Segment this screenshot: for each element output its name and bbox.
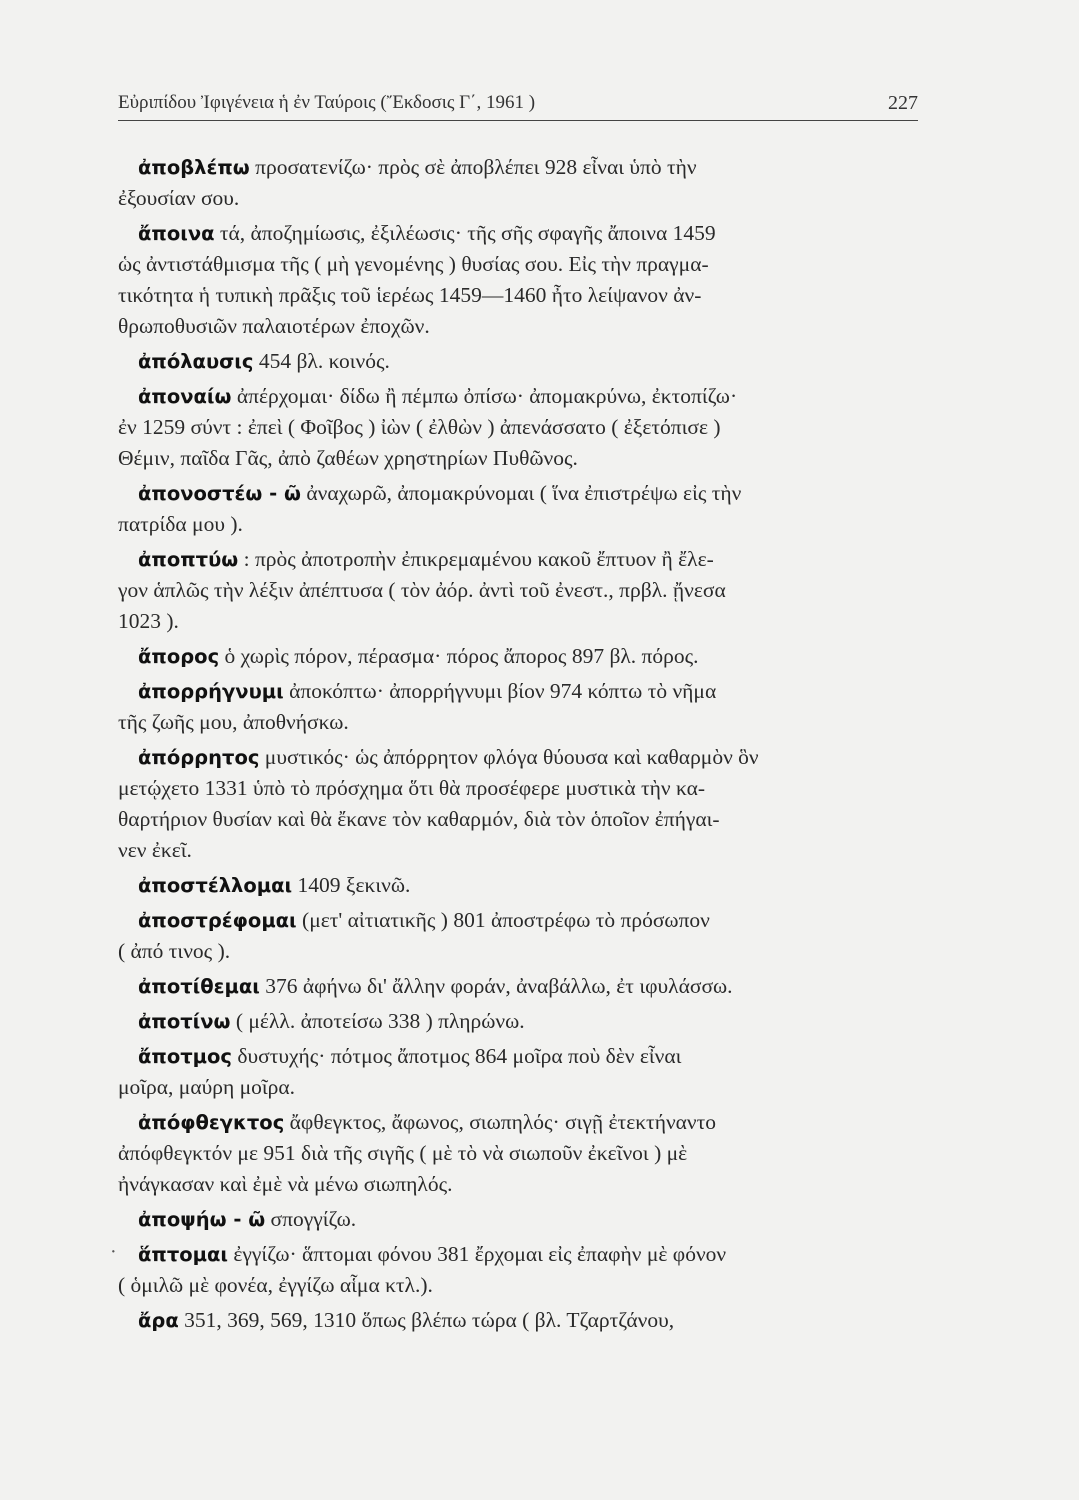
definition-text: ἐν 1259 σύντ : ἐπεὶ ( Φοῖβος ) ἰὼν ( ἐλθὼν ) ἀπενάσσατο ( ἐξετόπισε ) — [118, 415, 721, 439]
definition-text: γον ἁπλῶς τὴν λέξιν ἀπέπτυσα ( τὸν ἀόρ. ἀντὶ τοῦ ἐνεστ., πρβλ. ᾔνεσα — [118, 578, 726, 602]
entry-line — [138, 478, 918, 509]
entry-line — [118, 835, 918, 866]
entry-line — [118, 1072, 918, 1103]
definition-text: ἠνάγκασαν καὶ ἐμὲ νὰ μένω σιωπηλός. — [118, 1172, 453, 1196]
headword: ἀπόφθεγκτος — [138, 1111, 285, 1134]
definition-text: (μετ' αἰτιατικῆς ) 801 ἀποστρέφω τὸ πρόσωπον — [296, 908, 710, 932]
entry-line — [138, 544, 918, 575]
entry-line — [138, 870, 918, 901]
entry-line — [138, 742, 918, 773]
headword: ἀποτίνω — [138, 1010, 231, 1033]
entry-line — [118, 249, 918, 280]
glossary-entry — [118, 478, 918, 540]
definition-text: νεν ἐκεῖ. — [118, 838, 192, 862]
definition-text: θαρτήριον θυσίαν καὶ θὰ ἔκανε τὸν καθαρμόν, διὰ τὸν ὁποῖον ἐπήγαι- — [118, 807, 720, 831]
definition-text: ἐγγίζω· ἅπτομαι φόνου 381 ἔρχομαι εἰς ἐπαφὴν μὲ φόνον — [228, 1242, 727, 1266]
definition-text: ( ἀπό τινος ). — [118, 939, 231, 963]
entry-line — [118, 509, 918, 540]
page-header — [118, 92, 918, 122]
entry-line — [118, 183, 918, 214]
definition-text: θρωποθυσιῶν παλαιοτέρων ἐποχῶν. — [118, 314, 430, 338]
header-rule — [118, 120, 918, 121]
entry-line — [138, 1107, 918, 1138]
definition-text: 351, 369, 569, 1310 ὅπως βλέπω τώρα ( βλ. Τζαρτζάνου, — [178, 1308, 675, 1332]
entry-line — [118, 575, 918, 606]
definition-text: ἄφθεγκτος, ἄφωνος, σιωπηλός· σιγῇ ἐτεκτήναντο — [284, 1110, 717, 1134]
headword: ἀπονοστέω - ῶ — [138, 482, 301, 505]
definition-text: μυστικός· ὡς ἀπόρρητον φλόγα θύουσα καὶ καθαρμὸν ὃν — [259, 745, 759, 769]
glossary-entries — [110, 152, 918, 1340]
definition-text: ἀναχωρῶ, ἀπομακρύνομαι ( ἵνα ἐπιστρέψω εἰς τὴν — [300, 481, 742, 505]
glossary-entry — [118, 905, 918, 967]
entry-line — [118, 443, 918, 474]
entry-line — [118, 707, 918, 738]
definition-text: ἀποκόπτω· ἀπορρήγνυμι βίον 974 κόπτω τὸ νῆμα — [283, 679, 717, 703]
glossary-entry — [138, 641, 918, 672]
glossary-entry — [138, 1305, 918, 1336]
definition-text: δυστυχής· πότμος ἄποτμος 864 μοῖρα ποὺ δὲν εἶναι — [231, 1044, 682, 1068]
glossary-entry — [118, 1041, 918, 1103]
definition-text: σπογγίζω. — [265, 1207, 357, 1231]
definition-text: ὡς ἀντιστάθμισμα τῆς ( μὴ γενομένης ) θυσίας σου. Εἰς τὴν πραγμα- — [118, 252, 709, 276]
entry-line — [138, 346, 918, 377]
entry-line — [138, 905, 918, 936]
glossary-entry — [110, 1239, 918, 1301]
glossary-entry — [118, 381, 918, 474]
glossary-entry — [118, 1107, 918, 1200]
glossary-entry — [138, 1006, 918, 1037]
margin-mark: · — [110, 1241, 117, 1263]
headword: ἀποστέλλομαι — [138, 874, 293, 897]
entry-line — [138, 1041, 918, 1072]
definition-text: τικότητα ἡ τυπικὴ πρᾶξις τοῦ ἱερέως 1459—1460 ἦτο λείψανον ἀν- — [118, 283, 702, 307]
glossary-entry — [138, 971, 918, 1002]
definition-text: προσατενίζω· πρὸς σὲ ἀποβλέπει 928 εἶναι ὑπὸ τὴν — [249, 155, 697, 179]
definition-text: μοῖρα, μαύρη μοῖρα. — [118, 1075, 296, 1099]
headword: ἀποναίω — [138, 385, 232, 408]
entry-line — [118, 804, 918, 835]
definition-text: 454 βλ. κοινός. — [253, 349, 390, 373]
entry-line — [138, 381, 918, 412]
headword: ἀπορρήγνυμι — [138, 680, 284, 703]
headword: ἀποψήω - ῶ — [138, 1208, 266, 1231]
definition-text: 376 ἀφήνω δι' ἄλλην φοράν, ἀναβάλλω, ἐτ ιφυλάσσω. — [259, 974, 733, 998]
headword: ἅπτομαι — [138, 1243, 229, 1266]
headword: ἀποπτύω — [138, 548, 239, 571]
entry-line — [138, 1204, 918, 1235]
entry-line — [118, 1138, 918, 1169]
definition-text: : πρὸς ἀποτροπὴν ἐπικρεμαμένου κακοῦ ἔπτυον ἢ ἔλε- — [238, 547, 714, 571]
definition-text: τῆς ζωῆς μου, ἀποθνήσκω. — [118, 710, 349, 734]
entry-line — [118, 606, 918, 637]
glossary-entry — [138, 346, 918, 377]
glossary-entry — [138, 870, 918, 901]
entry-line — [138, 152, 918, 183]
definition-text: ἐξουσίαν σου. — [118, 186, 240, 210]
entry-line — [118, 936, 918, 967]
entry-line — [138, 641, 918, 672]
entry-line — [138, 1305, 918, 1336]
definition-text: μετῴχετο 1331 ὑπὸ τὸ πρόσχημα ὅτι θὰ προσέφερε μυστικὰ τὴν κα- — [118, 776, 706, 800]
glossary-entry — [118, 218, 918, 342]
glossary-entry — [118, 544, 918, 637]
definition-text: τά, ἀποζημίωσις, ἐξιλέωσις· τῆς σῆς σφαγῆς ἄποινα 1459 — [214, 221, 716, 245]
entry-line — [118, 311, 918, 342]
page-number: 227 — [888, 92, 918, 114]
definition-text: ἀπέρχομαι· δίδω ἢ πέμπω ὀπίσω· ἀπομακρύνω, ἐκτοπίζω· — [231, 384, 738, 408]
entry-line — [118, 280, 918, 311]
headword: ἄποινα — [138, 222, 215, 245]
headword: ἄπορος — [138, 645, 220, 668]
entry-line — [118, 412, 918, 443]
headword: ἀπόρρητος — [138, 746, 260, 769]
definition-text: 1409 ξεκινῶ. — [292, 873, 411, 897]
headword: ἀπόλαυσις — [138, 350, 254, 373]
entry-line — [138, 971, 918, 1002]
definition-text: ὁ χωρὶς πόρον, πέρασμα· πόρος ἄπορος 897 βλ. πόρος. — [219, 644, 699, 668]
running-title: Εὐριπίδου Ἰφιγένεια ἡ ἐν Ταύροις (Ἔκδοσις Γ΄, 1961 ) — [118, 92, 536, 113]
entry-line — [118, 773, 918, 804]
definition-text: ( ὁμιλῶ μὲ φονέα, ἐγγίζω αἷμα κτλ.). — [118, 1273, 433, 1297]
headword: ἀποτίθεμαι — [138, 975, 260, 998]
definition-text: 1023 ). — [118, 609, 179, 633]
glossary-entry — [118, 742, 918, 866]
headword: ἄρα — [138, 1309, 179, 1332]
glossary-entry — [118, 676, 918, 738]
headword: ἀποστρέφομαι — [138, 909, 297, 932]
entry-line — [118, 1270, 918, 1301]
definition-text: ἀπόφθεγκτόν με 951 διὰ τῆς σιγῆς ( μὲ τὸ νὰ σιωποῦν ἐκεῖνοι ) μὲ — [118, 1141, 688, 1165]
entry-line — [138, 676, 918, 707]
headword: ἀποβλέπω — [138, 156, 250, 179]
definition-text: Θέμιν, παῖδα Γᾶς, ἀπὸ ζαθέων χρηστηρίων Πυθῶνος. — [118, 446, 578, 470]
definition-text: ( μέλλ. ἀποτείσω 338 ) πληρώνω. — [230, 1009, 525, 1033]
entry-line — [138, 218, 918, 249]
entry-line — [138, 1006, 918, 1037]
glossary-entry — [138, 1204, 918, 1235]
definition-text: πατρίδα μου ). — [118, 512, 243, 536]
headword: ἄποτμος — [138, 1045, 232, 1068]
entry-line — [138, 1239, 918, 1270]
glossary-entry — [118, 152, 918, 214]
entry-line — [118, 1169, 918, 1200]
